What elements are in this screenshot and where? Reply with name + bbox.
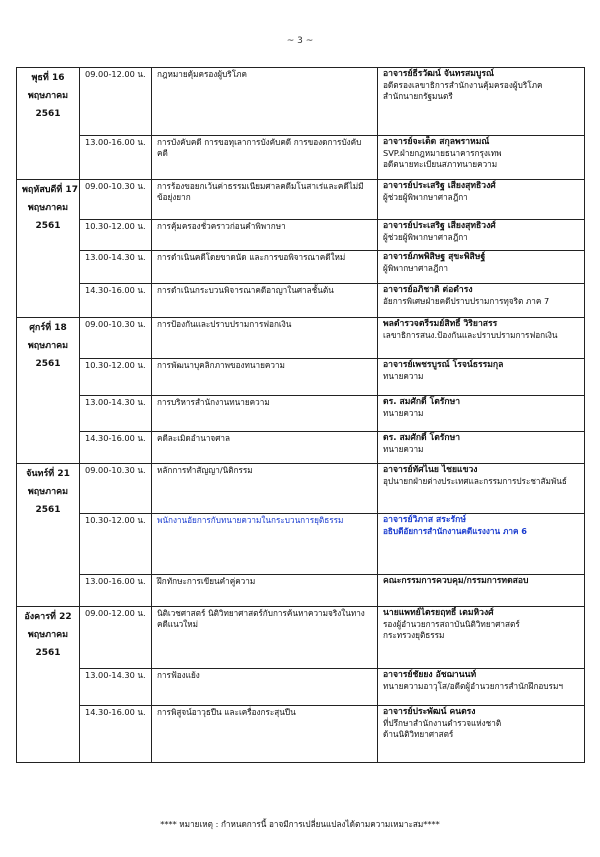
speaker-role: ทนายความอาวุโส/อดีตผู้อำนวยการสำนักฝึกอบรมฯ	[383, 681, 563, 691]
session-topic-text: กฎหมายคุ้มครองผู้บริโภค	[157, 69, 247, 79]
session-topic	[152, 318, 378, 359]
session-topic-text: คดีละเมิดอำนาจศาล	[157, 433, 231, 443]
session-topic-text: ฝึกทักษะการเขียนคำคู่ความ	[157, 576, 256, 586]
session-topic-text: การพิสูจน์อาวุธปืน และเครื่องกระสุนปืน	[157, 707, 296, 717]
session-speaker	[378, 669, 585, 706]
table-row	[17, 514, 585, 575]
table-row	[17, 136, 585, 180]
session-speaker	[378, 464, 585, 514]
day-day: อังคารที่ 22	[24, 612, 72, 622]
speaker-name: อาจารย์วิภาส สระรักษ์	[383, 515, 467, 525]
table-row	[17, 575, 585, 607]
speaker-name: นายแพทย์ไตรยฤทธิ์ เตมหิวงศ์	[383, 608, 494, 618]
speaker-role: ด้านนิติวิทยาศาสตร์	[383, 729, 454, 739]
session-speaker	[378, 220, 585, 251]
session-speaker	[378, 396, 585, 432]
session-topic-text: หลักการทำสัญญา/นิติกรรม	[157, 465, 253, 475]
session-topic	[152, 575, 378, 607]
speaker-name: อาจารย์ประพัฒน์ คนตรง	[383, 707, 476, 717]
speaker-role: ผู้ช่วยผู้พิพากษาศาลฎีกา	[383, 192, 468, 202]
table-row	[17, 180, 585, 220]
table-row	[17, 284, 585, 318]
day-month: พฤษภาคม	[27, 91, 69, 101]
speaker-role: สำนักนายกรัฐมนตรี	[383, 91, 453, 101]
session-time: 14.30-16.00 น.	[80, 706, 152, 763]
day-cell	[17, 318, 80, 464]
session-topic	[152, 284, 378, 318]
table-row	[17, 396, 585, 432]
day-cell	[17, 68, 80, 180]
session-time: 13.00-14.30 น.	[80, 669, 152, 706]
session-topic	[152, 251, 378, 284]
day-month: พฤษภาคม	[27, 487, 69, 497]
speaker-name: ดร. สมศักดิ์ โตรักษา	[383, 433, 461, 443]
speaker-name: อาจารย์ประเสริฐ เสียงสุทธิวงศ์	[383, 221, 496, 231]
session-topic-text: การบังคับคดี การขอทุเลาการบังคับคดี การของดการบังคับคดี	[157, 137, 362, 158]
table-row	[17, 251, 585, 284]
speaker-role: ที่ปรึกษาสำนักงานตำรวจแห่งชาติ	[383, 718, 502, 728]
session-speaker	[378, 136, 585, 180]
session-topic	[152, 220, 378, 251]
day-year: 2561	[35, 359, 61, 369]
session-speaker	[378, 706, 585, 763]
session-speaker	[378, 180, 585, 220]
speaker-role: ทนายความ	[383, 408, 424, 418]
speaker-role: อุปนายกฝ่ายต่างประเทศและกรรมการประชาสัมพันธ์	[383, 476, 567, 486]
table-row	[17, 607, 585, 669]
session-topic	[152, 514, 378, 575]
session-time: 10.30-12.00 น.	[80, 220, 152, 251]
day-day: พฤหัสบดีที่ 17	[22, 185, 78, 195]
footnote: **** หมายเหตุ : กำหนดการนี้ อาจมีการเปลี่ยนแปลงได้ตามความเหมาะสม****	[160, 819, 440, 829]
table-row	[17, 68, 585, 136]
table-row	[17, 318, 585, 359]
session-time: 09.00-10.30 น.	[80, 180, 152, 220]
table-row	[17, 432, 585, 464]
speaker-role: อดีตรองเลขาธิการสำนักงานคุ้มครองผู้บริโภค	[383, 80, 543, 90]
session-topic-text: การคุ้มครองชั่วคราวก่อนคำพิพากษา	[157, 221, 286, 231]
speaker-role: เลขาธิการสนง.ป้องกันและปราบปรามการฟอกเงิน	[383, 330, 558, 340]
table-row	[17, 706, 585, 763]
session-speaker	[378, 68, 585, 136]
session-topic-text: การบริหารสำนักงานทนายความ	[157, 397, 270, 407]
session-time: 13.00-16.00 น.	[80, 575, 152, 607]
speaker-name: อาจารย์ทัศไนย ไชยแขวง	[383, 465, 478, 475]
session-time: 09.00-10.30 น.	[80, 464, 152, 514]
speaker-role: อัยการพิเศษฝ่ายคดีปราบปรามการทุจริต ภาค 7	[383, 296, 550, 306]
session-topic	[152, 396, 378, 432]
session-speaker	[378, 432, 585, 464]
session-speaker	[378, 575, 585, 607]
day-cell	[17, 180, 80, 318]
table-row	[17, 220, 585, 251]
speaker-role: อดีตนายทะเบียนสภาทนายความ	[383, 159, 498, 169]
session-topic	[152, 464, 378, 514]
session-topic	[152, 432, 378, 464]
session-time: 14.30-16.00 น.	[80, 284, 152, 318]
table-row	[17, 464, 585, 514]
session-topic-text: การป้องกันและปราบปรามการฟอกเงิน	[157, 319, 292, 329]
speaker-role: ผู้พิพากษาศาลฎีกา	[383, 263, 449, 273]
session-time: 13.00-14.30 น.	[80, 396, 152, 432]
speaker-name: คณะกรรมการควบคุม/กรรมการทดสอบ	[383, 576, 529, 586]
session-topic-text: การดำเนินคดีโดยขาดนัด และการขอพิจารณาคดีใหม่	[157, 252, 346, 262]
table-row	[17, 359, 585, 396]
session-speaker	[378, 251, 585, 284]
session-speaker	[378, 514, 585, 575]
session-time: 10.30-12.00 น.	[80, 514, 152, 575]
speaker-name: อาจารย์อภิชาติ ต่อตำรง	[383, 285, 473, 295]
table-row	[17, 669, 585, 706]
session-topic	[152, 68, 378, 136]
day-year: 2561	[35, 648, 61, 658]
session-time: 09.00-12.00 น.	[80, 607, 152, 669]
day-month: พฤษภาคม	[27, 341, 69, 351]
session-speaker	[378, 359, 585, 396]
speaker-role: ทนายความ	[383, 371, 424, 381]
speaker-role: กระทรวงยุติธรรม	[383, 630, 445, 640]
session-topic-text: การพัฒนาบุคลิกภาพของทนายความ	[157, 360, 285, 370]
session-time: 09.00-12.00 น.	[80, 68, 152, 136]
schedule-table	[16, 67, 585, 763]
session-topic	[152, 359, 378, 396]
session-time: 13.00-14.30 น.	[80, 251, 152, 284]
speaker-role: รองผู้อำนวยการสถาบันนิติวิทยาศาสตร์	[383, 619, 520, 629]
session-speaker	[378, 318, 585, 359]
session-topic-text: การร้องขอยกเว้นค่าธรรมเนียมศาลคดีมโนสาเร่และคดีไม่มีข้อยุ่งยาก	[157, 181, 364, 202]
speaker-name: อาจารย์ธีรวัฒน์ จันทรสมบูรณ์	[383, 69, 494, 79]
day-year: 2561	[35, 221, 61, 231]
speaker-name: อาจารย์ภพพิสิษฐ สุขะพิสิษฐ์	[383, 252, 486, 262]
session-speaker	[378, 607, 585, 669]
day-cell	[17, 607, 80, 763]
session-topic-text: พนักงานอัยการกับทนายความในกระบวนการยุติธรรม	[157, 515, 344, 525]
speaker-name: อาจารย์เพชรบูรณ์ โรจน์ธรรมกุล	[383, 360, 504, 370]
speaker-role: ผู้ช่วยผู้พิพากษาศาลฎีกา	[383, 232, 468, 242]
day-month: พฤษภาคม	[27, 630, 69, 640]
session-topic	[152, 607, 378, 669]
speaker-name: อาจารย์จะเด็ด สกุลพราหมณ์	[383, 137, 490, 147]
day-year: 2561	[35, 109, 61, 119]
speaker-role: SVP.ฝ่ายกฎหมายธนาคารกรุงเทพ	[383, 148, 502, 158]
session-time: 14.30-16.00 น.	[80, 432, 152, 464]
speaker-name: ดร. สมศักดิ์ โตรักษา	[383, 397, 461, 407]
speaker-role: ทนายความ	[383, 444, 424, 454]
session-time: 09.00-10.30 น.	[80, 318, 152, 359]
day-day: ศุกร์ที่ 18	[29, 323, 67, 333]
day-year: 2561	[35, 505, 61, 515]
session-topic-text: การฟ้องแย้ง	[157, 670, 200, 680]
session-time: 10.30-12.00 น.	[80, 359, 152, 396]
speaker-role: อธิบดีอัยการสำนักงานคดีแรงงาน ภาค 6	[383, 526, 527, 536]
day-day: พุธที่ 16	[31, 73, 65, 83]
speaker-name: อาจารย์ประเสริฐ เสียงสุทธิวงศ์	[383, 181, 496, 191]
session-time: 13.00-16.00 น.	[80, 136, 152, 180]
session-topic-text: การดำเนินกระบวนพิจารณาคดีอาญาในศาลชั้นต้น	[157, 285, 334, 295]
speaker-name: พลตำรวจตรีรมย์สิทธิ์ วิริยาสรร	[383, 319, 498, 329]
session-topic	[152, 706, 378, 763]
session-topic	[152, 136, 378, 180]
page-number: ~ 3 ~	[286, 36, 314, 46]
session-speaker	[378, 284, 585, 318]
day-cell	[17, 464, 80, 607]
day-month: พฤษภาคม	[27, 203, 69, 213]
day-day: จันทร์ที่ 21	[26, 469, 70, 479]
speaker-name: อาจารย์ชัยยง อัชฌานนท์	[383, 670, 477, 680]
session-topic	[152, 180, 378, 220]
session-topic	[152, 669, 378, 706]
session-topic-text: นิติเวชศาสตร์ นิติวิทยาศาสตร์กับการค้นหาความจริงในทางคดีแนวใหม่	[157, 608, 365, 629]
